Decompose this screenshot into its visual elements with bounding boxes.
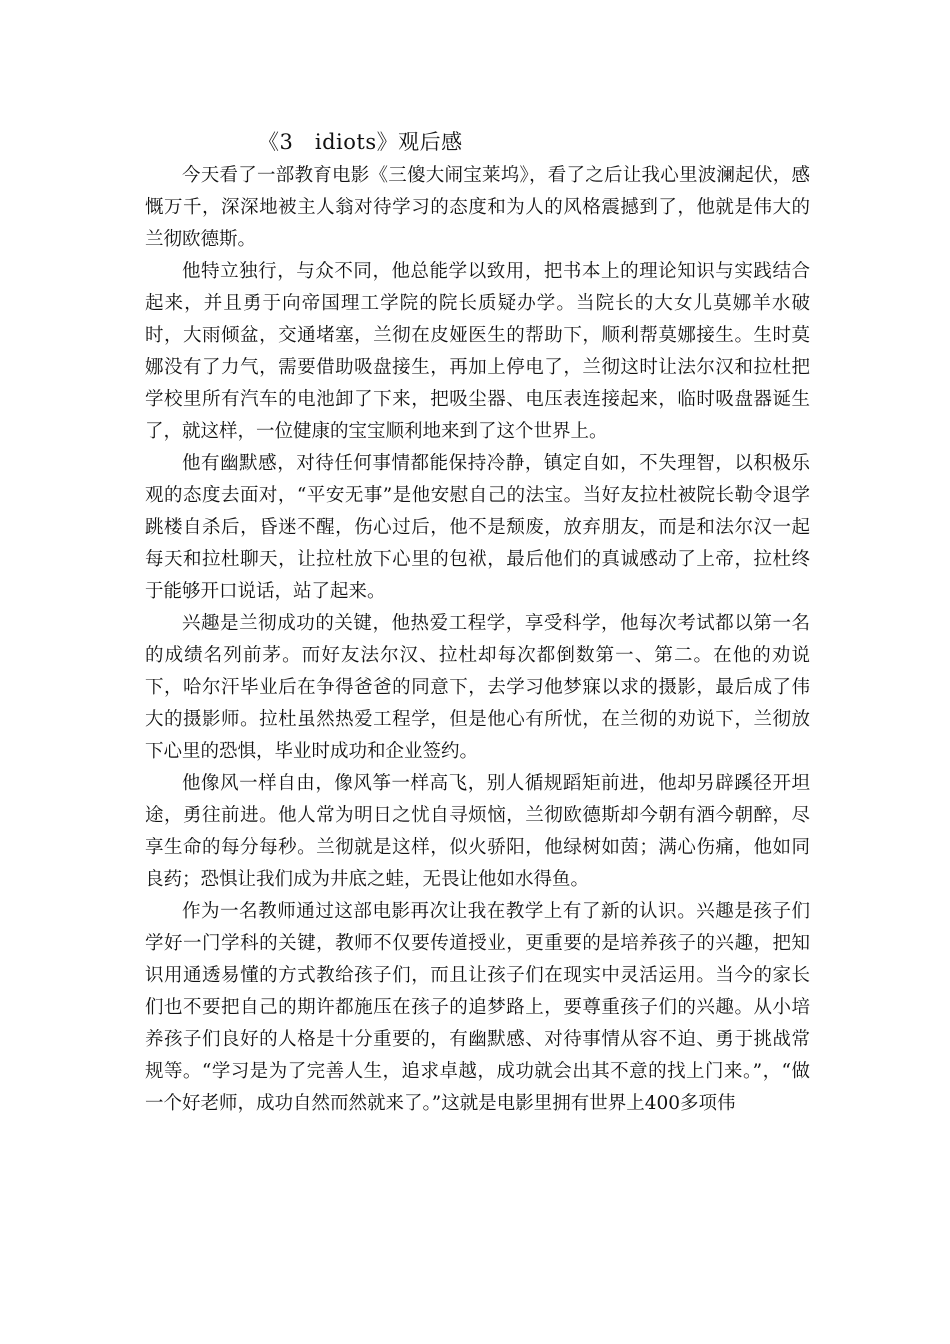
paragraph: 他像风一样自由，像风筝一样高飞，别人循规蹈矩前进，他却另辟蹊径开坦途，勇往前进。他人常为明日之忧自寻烦恼，兰彻欧德斯却今朝有酒今朝醉，尽享生命的每分每秒。兰彻就是这样，似火骄阳，他绿树如茵；满心伤痛，他如同良药；恐惧让我们成为井底之蛙，无畏让他如水得鱼。 (145, 773, 810, 890)
paragraph: 作为一名教师通过这部电影再次让我在教学上有了新的认识。兴趣是孩子们学好一门学科的关键，教师不仅要传道授业，更重要的是培养孩子的兴趣，把知识用通透易懂的方式教给孩子们，而且让孩子们在现实中灵活运用。当今的家长们也不要把自己的期许都施压在孩子的追梦路上，要尊重孩子们的兴趣。从小培养孩子们良好的人格是十分重要的，有幽默感、对待事情从容不迫、勇于挑战常规等。“学习是为了完善人生，追求卓越，成功就会出其不意的找上门来。”，“做一个好老师，成功自然而然就来了。”这就是电影里拥有世界上400多项伟 (145, 901, 810, 1114)
paragraph: 他特立独行，与众不同，他总能学以致用，把书本上的理论知识与实践结合起来，并且勇于向帝国理工学院的院长质疑办学。当院长的大女儿莫娜羊水破时，大雨倾盆，交通堵塞，兰彻在皮娅医生的帮助下，顺利帮莫娜接生。生时莫娜没有了力气，需要借助吸盘接生，再加上停电了，兰彻这时让法尔汉和拉杜把学校里所有汽车的电池卸了下来，把吸尘器、电压表连接起来，临时吸盘器诞生了，就这样，一位健康的宝宝顺利地来到了这个世界上。 (145, 261, 810, 442)
paragraph: 今天看了一部教育电影《三傻大闹宝莱坞》，看了之后让我心里波澜起伏，感慨万千，深深地被主人翁对待学习的态度和为人的风格震撼到了，他就是伟大的兰彻欧德斯。 (145, 165, 810, 250)
paragraph: 兴趣是兰彻成功的关键，他热爱工程学，享受科学，他每次考试都以第一名的成绩名列前茅。而好友法尔汉、拉杜却每次都倒数第一、第二。在他的劝说下，哈尔汗毕业后在争得爸爸的同意下，去学习他梦寐以求的摄影，最后成了伟大的摄影师。拉杜虽然热爱工程学，但是他心有所忧，在兰彻的劝说下，兰彻放下心里的恐惧，毕业时成功和企业签约。 (145, 613, 810, 762)
paragraph: 他有幽默感，对待任何事情都能保持冷静，镇定自如，不失理智，以积极乐观的态度去面对，“平安无事”是他安慰自己的法宝。当好友拉杜被院长勒令退学跳楼自杀后，昏迷不醒，伤心过后，他不是颓废，放弃朋友，而是和法尔汉一起每天和拉杜聊天，让拉杜放下心里的包袱，最后他们的真诚感动了上帝，拉杜终于能够开口说话，站了起来。 (145, 453, 810, 602)
document-body (145, 160, 810, 1120)
document-title: 《3 idiots》观后感 (258, 130, 463, 154)
